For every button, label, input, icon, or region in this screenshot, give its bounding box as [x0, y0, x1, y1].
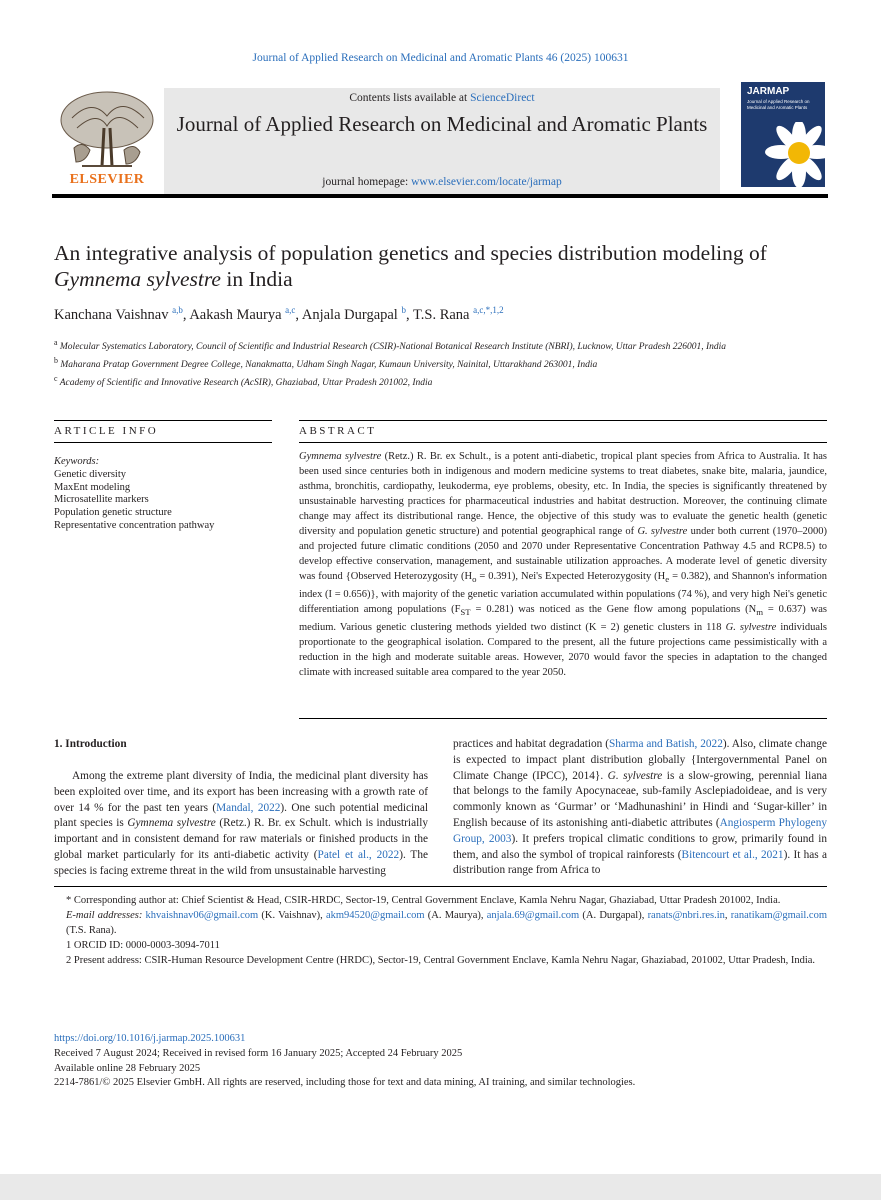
intro-text: ). Also, climate change is expected to impact plant distribution globally {Intergovernmental Panel on Climate Change (IPCC), 2014}.: [453, 738, 827, 782]
intro-text: is a slow-growing, perennial liana that belongs to the family Apocynaceae, sub-family Asclepiadoideae, and is very commonly known as ‘Gurmar’ or ‘Madhunashini’ in Hindi and ‘Sugar-killer’ in English because of its astonishing anti-diabetic attributes (: [453, 769, 827, 829]
abstract-subscript: o: [472, 574, 477, 585]
keywords-block: [54, 456, 264, 533]
author-affiliation-sup[interactable]: a,c,*,1,2: [473, 305, 504, 315]
citation-link[interactable]: Mandal, 2022: [216, 801, 281, 814]
keyword: Population genetic structure: [54, 507, 172, 519]
footnote-orcid: 1 ORCID ID: 0000-0003-3094-7011: [66, 940, 220, 951]
author-name[interactable]: Aakash Maurya: [189, 306, 282, 323]
keyword: Microsatellite markers: [54, 494, 149, 506]
abstract-subscript: e: [665, 574, 670, 585]
footnote-present-address: 2 Present address: CSIR-Human Resource Development Centre (HRDC), Sector-19, Central Government Enclave, Kamla Nehru Nagar, Ghaziabad, 201002, Uttar Pradesh, India.: [66, 955, 816, 966]
daisy-flower-icon: [759, 122, 825, 187]
received-dates: Received 7 August 2024; Received in revised form 16 January 2025; Accepted 24 February 2025: [54, 1047, 463, 1059]
abstract-part: = 0.637) was medium. Various genetic clustering methods yielded two distinct (K = 2) genetic clusters in 118: [299, 604, 828, 634]
email-link[interactable]: ranats@nbri.res.in: [647, 910, 725, 921]
abstract-part: under both current (1970–2000) and projected future climatic conditions (2050 and 2070 under Representative Concentration Pathway 4.5 and RCP8.5) to develop effective conservation, management, and sustainable utilization approaches. A moderate level of genetic diversity was found {Observed Heterozygosity (H: [299, 526, 827, 582]
citation-link[interactable]: Sharma and Batish, 2022: [608, 738, 723, 750]
email-owner: (K. Vaishnav),: [258, 910, 326, 921]
author-affiliation-sup[interactable]: a,c: [285, 305, 296, 315]
author-affiliation-sup[interactable]: b: [401, 305, 406, 315]
abstract-rule-top: [299, 420, 827, 421]
footnotes: [54, 893, 827, 968]
affiliation-text: Molecular Systematics Laboratory, Council of Scientific and Industrial Research (CSIR)-National Botanical Research Institute (NBRI), Lucknow, Uttar Pradesh 226001, India: [59, 342, 727, 353]
citation-link[interactable]: Angiosperm Phylogeny Group, 2003: [453, 816, 827, 845]
citation-link[interactable]: Patel et al., 2022: [317, 848, 400, 861]
abstract-rule-bottom: [299, 718, 827, 719]
abstract-part: = 0.391), Nei's Expected Heterozygosity (H: [476, 571, 666, 582]
section-heading-introduction: 1. Introduction: [54, 738, 127, 750]
email-label: E-mail addresses:: [66, 910, 143, 921]
affiliation-text: Maharana Pratap Government Degree College, Nanakmatta, Udham Singh Nagar, Kumaun University, Nainital, Uttarakhand 263001, India: [60, 360, 598, 371]
homepage-prefix: journal homepage:: [322, 176, 412, 188]
author-name[interactable]: Anjala Durgapal: [301, 306, 398, 323]
abstract-subscript: ST: [460, 607, 471, 618]
article-info-heading: ARTICLE INFO: [54, 425, 159, 437]
author-name[interactable]: Kanchana Vaishnav: [54, 306, 169, 323]
intro-species: Gymnema sylvestre: [127, 817, 216, 830]
intro-right-column: [453, 737, 827, 879]
abstract-part: individuals proportionate to the geographical isolation. Compared to the present, all the future projections came pessimistically with a reduction in the high and moderate suitable areas. However, 2070 would favor the species in adaptation to the changed climate with increased suitable area compared to the year 2050.: [299, 622, 827, 679]
footnote-rule: [54, 886, 827, 887]
affiliation: [54, 372, 824, 390]
keyword: MaxEnt modeling: [54, 481, 131, 493]
intro-text: Among the extreme plant diversity of India, the medicinal plant diversity has been exploited over time, and its export has been increasing with a growth rate of over 14 % for the past ten years (: [54, 770, 428, 814]
abstract-part: = 0.382), and Shannon's information index (I = 0.656)}, with majority of the genetic variation accumulated within populations (74 %), and very high Nei's genetic differentiation among populations (F: [299, 571, 827, 616]
affiliations: [54, 336, 824, 390]
abstract-subscript: m: [756, 607, 763, 618]
affiliation: [54, 354, 824, 372]
abstract-text: [299, 449, 827, 680]
cover-subtitle: Journal of Applied Research on Medicinal and Aromatic Plants: [747, 99, 810, 110]
intro-text: ). The species is facing extreme threat in the wild from unsustainable harvesting: [54, 848, 428, 877]
journal-name: Journal of Applied Research on Medicinal and Aromatic Plants: [176, 112, 708, 136]
keyword: Representative concentration pathway: [54, 519, 215, 531]
abstract-rule: [299, 442, 827, 443]
elsevier-wordmark: ELSEVIER: [69, 172, 145, 187]
header-rule: [52, 194, 828, 198]
email-owner: (A. Maurya),: [424, 910, 487, 921]
intro-left-column: [54, 769, 428, 880]
affiliation-sup: b: [54, 356, 58, 366]
available-online: Available online 28 February 2025: [54, 1062, 201, 1074]
journal-citation[interactable]: Journal of Applied Research on Medicinal and Aromatic Plants 46 (2025) 100631: [252, 52, 629, 64]
intro-text: (Retz.) R. Br. ex Schult. which is industrially important and in consistent demand for raw materials or finished products in the global market particularly for its anti-diabetic activity (: [54, 817, 429, 861]
keywords-label: Keywords:: [54, 456, 100, 467]
title-part2: in India: [220, 267, 293, 291]
citation-link[interactable]: Bitencourt et al., 2021: [681, 848, 784, 861]
title-species: Gymnema sylvestre: [54, 267, 221, 291]
doi-link[interactable]: https://doi.org/10.1016/j.jarmap.2025.100631: [54, 1033, 246, 1044]
intro-text: ). It has a distribution range from Africa to: [453, 848, 827, 877]
article-meta: [54, 1032, 827, 1091]
affiliation: [54, 336, 824, 354]
abstract-species: Gymnema sylvestre: [299, 451, 382, 462]
intro-species: G. sylvestre: [607, 769, 663, 782]
cover-title: JARMAP: [747, 86, 790, 97]
journal-homepage: [164, 176, 720, 188]
article-info-rule: [54, 442, 272, 443]
abstract-heading: ABSTRACT: [299, 425, 377, 437]
email-owner: (T.S. Rana).: [66, 925, 117, 936]
affiliation-text: Academy of Scientific and Innovative Research (AcSIR), Ghaziabad, Uttar Pradesh 201002, India: [59, 378, 433, 389]
abstract-species: G. sylvestre: [725, 622, 777, 634]
email-owner: (A. Durgapal),: [579, 910, 648, 921]
article-title: [54, 240, 824, 292]
email-link[interactable]: ranatikam@gmail.com: [730, 910, 827, 921]
intro-text: ). It prefers tropical climatic conditions to grow, primarily found in them, and also the symbol of tropical rainforests (: [453, 832, 827, 861]
author-name[interactable]: T.S. Rana: [412, 306, 470, 323]
email-link[interactable]: khvaishnav06@gmail.com: [145, 910, 259, 921]
abstract-part: = 0.281) was noticed as the Gene flow among populations (N: [470, 604, 757, 616]
journal-cover[interactable]: [741, 82, 825, 187]
homepage-link[interactable]: www.elsevier.com/locate/jarmap: [411, 176, 562, 188]
affiliation-sup: a: [54, 338, 58, 347]
keyword: Genetic diversity: [54, 468, 127, 480]
abstract-species: G. sylvestre: [637, 526, 688, 537]
footnote-emails: [54, 908, 827, 938]
footnote-corresponding: * Corresponding author at: Chief Scientist & Head, CSIR-HRDC, Sector-19, Central Government Enclave, Kamla Nehru Nagar, Ghaziabad, Uttar Pradesh 201002, India.: [66, 895, 781, 906]
title-part1: An integrative analysis of population genetics and species distribution modeling of: [54, 241, 767, 265]
intro-text: practices and habitat degradation (: [453, 738, 609, 750]
email-link[interactable]: anjala.69@gmail.com: [486, 910, 580, 921]
author-list: Kanchana Vaishnav $^{a,b}$, Aakash Maurya $^{a,c}$, Anjala Durgapal $^b$, T.S. Rana $^{a,c,*,1,2}$: [54, 305, 504, 323]
email-link[interactable]: akm94520@gmail.com: [325, 910, 425, 921]
affiliation-sup: c: [54, 374, 58, 384]
article-info-rule-top: [54, 420, 272, 421]
viewer-bottom-bar: [0, 1174, 881, 1200]
email-separator: ,: [724, 910, 731, 921]
abstract-part: (Retz.) R. Br. ex Schult., is a potent anti-diabetic, tropical plant species from Africa to Australia. It has been used since centuries both in indigenous and modern medicine systems to treat diabetes, snake bite, malaria, jaundice, asthma, bronchitis, cardiopathy, leukoderma, eye problems, obesity, etc. In India, the species is significantly threatened by unsustainable harvesting practices for pharmaceutical industries and habitat destruction. Moreover, the continuing climate change may affect its distributional range. Hence, the objective of this study was to evaluate the genetic health (genetic diversity and population genetic structure) and potential geographical range of: [299, 451, 827, 537]
intro-text: ). One such potential medicinal plant species is: [54, 801, 428, 830]
contents-prefix: Contents lists available at: [349, 92, 471, 104]
author-affiliation-sup[interactable]: a,b: [172, 305, 183, 315]
copyright: 2214-7861/© 2025 Elsevier GmbH. All rights are reserved, including those for text and data mining, AI training, and similar technologies.: [54, 1077, 636, 1089]
sciencedirect-link[interactable]: ScienceDirect: [470, 92, 535, 104]
contents-available: [164, 92, 720, 104]
